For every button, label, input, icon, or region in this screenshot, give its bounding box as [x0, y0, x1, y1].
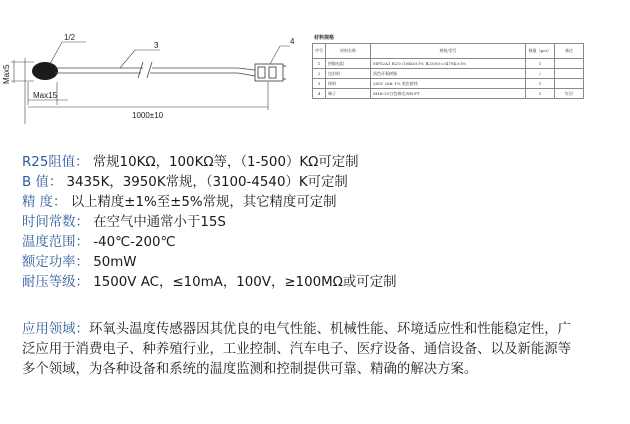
spec-label: 额定功率：	[22, 255, 89, 270]
spec-value: 1500V AC，≤10mA，100V，≥100MΩ或可定制	[93, 275, 397, 290]
callout-1-2: 1/2	[64, 33, 76, 42]
spec-table	[312, 43, 584, 99]
application-paragraph	[22, 320, 582, 380]
table-row	[313, 89, 584, 99]
spec-value: 在空气中通常小于15S	[93, 215, 226, 230]
table-row	[313, 79, 584, 89]
spec-table-panel	[312, 34, 584, 99]
table-cell: 热敏电阻	[326, 59, 371, 69]
callout-4: 4	[290, 37, 295, 46]
spec-list	[22, 153, 396, 293]
spec-label: 温度范围：	[22, 235, 89, 250]
table-cell: 包封料	[326, 69, 371, 79]
spec-label: R25阻值：	[22, 155, 89, 170]
table-header-row	[313, 44, 584, 59]
table-cell: 红层	[555, 89, 584, 99]
table-cell: 1	[526, 79, 555, 89]
callout-3: 3	[154, 41, 159, 50]
spec-withstand-voltage	[22, 273, 396, 293]
thermistor-bead	[32, 62, 58, 80]
table-cell	[555, 59, 584, 69]
spec-time-constant	[22, 213, 396, 233]
connector	[255, 64, 286, 81]
spec-value: 以上精度±1%至±5%常规，其它精度可定制	[70, 195, 337, 210]
spec-value: 50mW	[93, 255, 137, 270]
table-cell: 4	[313, 89, 326, 99]
table-cell: 黑色环氧树脂	[371, 69, 526, 79]
table-cell: 端子	[326, 89, 371, 99]
spec-temp-range	[22, 233, 396, 253]
table-cell	[555, 79, 584, 89]
spec-label: B 值：	[22, 175, 63, 190]
dim-height: Max5	[2, 64, 11, 84]
table-cell: 3	[313, 79, 326, 89]
spec-accuracy	[22, 193, 396, 213]
header-cell: 备注	[555, 44, 584, 59]
header-cell: 材料名称	[326, 44, 371, 59]
spec-label: 精 度：	[22, 195, 67, 210]
spec-b-value	[22, 173, 396, 193]
spec-label: 时间常数：	[22, 215, 89, 230]
table-cell: 1	[313, 59, 326, 69]
table-cell: 线料	[326, 79, 371, 89]
cable	[55, 62, 255, 78]
header-cell: 序号	[313, 44, 326, 59]
header-cell: 数量（pcs）	[526, 44, 555, 59]
application-label: 应用领域：	[22, 322, 89, 337]
spec-value: 3435K，3950K常规，（3100-4540）K可定制	[66, 175, 348, 190]
table-cell: /	[526, 69, 555, 79]
spec-label: 耐压等级：	[22, 275, 89, 290]
table-row	[313, 69, 584, 79]
table-cell: 1	[526, 59, 555, 69]
spec-table-title: 材料规格	[314, 35, 335, 41]
spec-value: -40℃-200℃	[93, 235, 176, 250]
dim-head-length: Max15	[33, 91, 58, 100]
sensor-drawing	[0, 0, 310, 130]
table-row	[313, 59, 584, 69]
spec-value: 常规10KΩ，100KΩ等，（1-500）KΩ可定制	[92, 155, 359, 170]
table-cell: 2651 28# 1% 黑色排线	[371, 79, 526, 89]
spec-r25	[22, 153, 396, 173]
dim-total-length: 1000±10	[132, 111, 164, 120]
header-cell: 规格/型号	[371, 44, 526, 59]
table-cell	[555, 69, 584, 79]
table-cell: 2	[313, 69, 326, 79]
table-cell: XH#-2Y白色端壳/XH-PT	[371, 89, 526, 99]
table-cell: 1	[526, 89, 555, 99]
spec-rated-power	[22, 253, 396, 273]
table-cell: MF52A1 R25=10KΩ±1% B25/50=3470K±1%	[371, 59, 526, 69]
application-text: 环氧头温度传感器因其优良的电气性能、机械性能、环境适应性和性能稳定性，广泛应用于消费电子、种养殖行业，工业控制、汽车电子、医疗设备、通信设备、以及新能源等多个领域，为各种设备和系统的温度监测和控制提供可靠、精确的解决方案。	[22, 322, 572, 377]
